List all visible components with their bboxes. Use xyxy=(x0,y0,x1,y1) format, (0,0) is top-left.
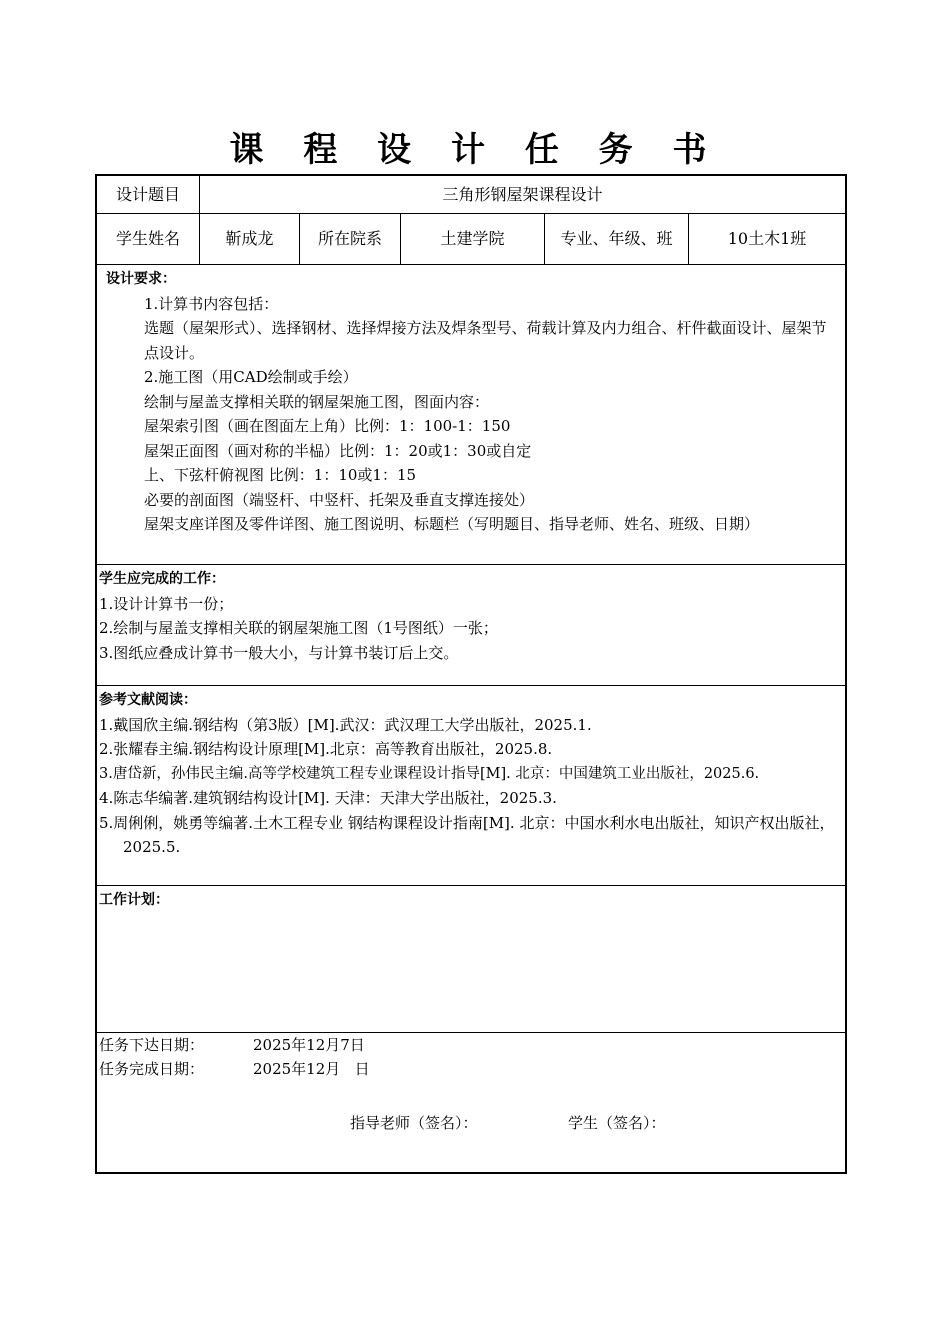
requirement-line: 上、下弦杆俯视图 比例：1：10或1：15 xyxy=(144,466,417,484)
reference-item: 5.周俐俐，姚勇等编著.土木工程专业 钢结构课程设计指南[M]. 北京：中国水利水电出版社，知识产权出版社，2025.5. xyxy=(99,813,835,856)
complete-date-value: 2025年12月 日 xyxy=(253,1060,370,1078)
student-info-row xyxy=(97,214,845,265)
requirement-line: 必要的剖面图（端竖杆、中竖杆、托架及垂直支撑连接处） xyxy=(144,490,535,509)
reference-item: 3.唐岱新，孙伟民主编.高等学校建筑工程专业课程设计指导[M]. 北京：中国建筑工业出版社，2025.6. xyxy=(99,765,760,782)
complete-date-row xyxy=(97,1057,845,1081)
work-plan-heading: 工作计划： xyxy=(99,892,169,908)
issue-date-row xyxy=(97,1033,845,1057)
student-signature-label: 学生（签名）： xyxy=(568,1114,666,1132)
requirement-line: 屋架正面图（画对称的半榀）比例：1：20或1：30或自定 xyxy=(144,441,532,460)
requirements-heading: 设计要求： xyxy=(106,271,176,287)
requirement-line: 屋架支座详图及零件详图、施工图说明、标题栏（写明题目、指导老师、姓名、班级、日期） xyxy=(144,515,760,533)
issue-date-label: 任务下达日期： xyxy=(99,1036,205,1054)
work-item: 1.设计计算书一份； xyxy=(99,594,234,613)
complete-date-label: 任务完成日期： xyxy=(99,1060,205,1078)
student-work-section xyxy=(97,565,845,686)
issue-date-value: 2025年12月7日 xyxy=(253,1036,365,1054)
topic-value: 三角形钢屋架课程设计 xyxy=(442,184,603,204)
requirement-line: 1.计算书内容包括： xyxy=(144,294,279,313)
reference-item: 1.戴国欣主编.钢结构（第3版）[M].武汉：武汉理工大学出版社，2025.1. xyxy=(99,715,592,734)
work-item: 3.图纸应叠成计算书一般大小，与计算书装订后上交。 xyxy=(99,643,459,662)
requirement-line: 选题（屋架形式）、选择钢材、选择焊接方法及焊条型号、荷载计算及内力组合、杆件截面设计、屋架节点设计。 xyxy=(144,319,827,362)
requirements-section xyxy=(97,265,845,565)
advisor-signature-label: 指导老师（签名）： xyxy=(350,1114,478,1132)
student-name-value: 靳成龙 xyxy=(200,214,300,264)
requirement-line: 2.施工图（用CAD绘制或手绘） xyxy=(144,368,358,386)
footer-section xyxy=(97,1033,845,1172)
page-title: 课 程 设 计 任 务 书 xyxy=(229,130,721,170)
work-plan-section xyxy=(97,886,845,1033)
major-label: 专业、年级、班 xyxy=(545,214,689,264)
major-value: 10土木1班 xyxy=(727,229,807,248)
work-item: 2.绘制与屋盖支撑相关联的钢屋架施工图（1号图纸）一张； xyxy=(99,619,498,637)
topic-label: 设计题目 xyxy=(97,176,200,213)
student-name-label: 学生姓名 xyxy=(97,214,200,264)
reference-item: 2.张耀春主编.钢结构设计原理[M].北京：高等教育出版社，2025.8. xyxy=(99,740,553,758)
requirement-line: 屋架索引图（画在图面左上角）比例：1：100-1：150 xyxy=(144,417,511,435)
student-work-heading: 学生应完成的工作： xyxy=(99,571,225,587)
references-section xyxy=(97,686,845,886)
reference-item: 4.陈志华编著.建筑钢结构设计[M]. 天津：天津大学出版社，2025.3. xyxy=(99,789,557,807)
department-value: 土建学院 xyxy=(401,214,545,264)
task-form xyxy=(95,174,847,1174)
references-heading: 参考文献阅读： xyxy=(99,692,197,708)
topic-row xyxy=(97,176,845,214)
department-label: 所在院系 xyxy=(300,214,401,264)
requirement-line: 绘制与屋盖支撑相关联的钢屋架施工图，图面内容： xyxy=(144,392,490,411)
